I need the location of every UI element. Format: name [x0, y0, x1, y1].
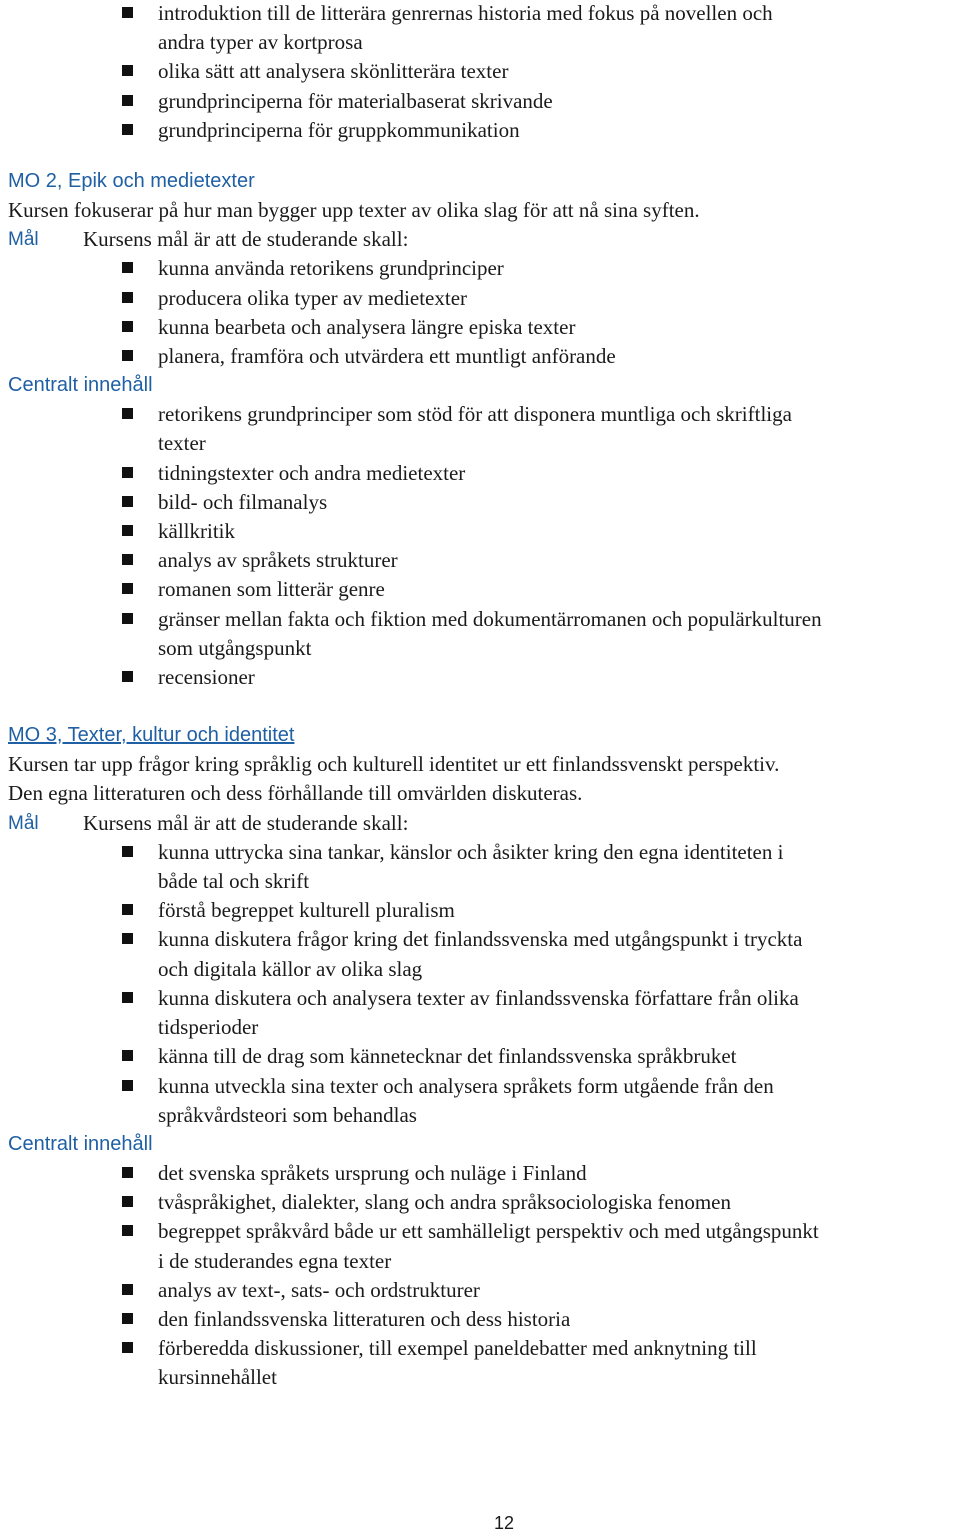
mo2-goal-row — [0, 225, 960, 254]
mo3-goal-label: Mål — [8, 812, 39, 834]
list-item-continuation: både tal och skrift — [158, 869, 310, 894]
square-bullet-icon — [122, 1313, 133, 1324]
list-item-continuation: texter — [158, 431, 206, 456]
square-bullet-icon — [122, 7, 133, 18]
list-item-continuation: i de studerandes egna texter — [158, 1248, 392, 1273]
square-bullet-icon — [122, 321, 133, 332]
square-bullet-icon — [122, 613, 133, 624]
square-bullet-icon — [122, 1167, 133, 1178]
list-item-continuation: tidsperioder — [158, 1015, 259, 1040]
list-item: romanen som litterär genre — [0, 575, 960, 604]
list-item: gränser mellan fakta och fiktion med dokumentärromanen och populärkulturen — [0, 605, 960, 634]
list-item-continuation: andra typer av kortprosa — [158, 30, 363, 55]
square-bullet-icon — [122, 992, 133, 1003]
list-item: känna till de drag som kännetecknar det finlandssvenska språkbruket — [0, 1042, 960, 1071]
mo2-goal-list — [0, 254, 960, 371]
mo2-goal-text: Kursens mål är att de studerande skall: — [83, 227, 409, 252]
list-item: kunna utveckla sina texter och analysera språkets form utgående från den — [0, 1072, 960, 1101]
square-bullet-icon — [122, 124, 133, 135]
list-item-continuation: och digitala källor av olika slag — [158, 956, 423, 981]
list-item: planera, framföra och utvärdera ett muntligt anförande — [0, 342, 960, 371]
square-bullet-icon — [122, 95, 133, 106]
mo2-goal-label: Mål — [8, 229, 39, 251]
list-item: kunna använda retorikens grundprinciper — [0, 254, 960, 283]
square-bullet-icon — [122, 350, 133, 361]
square-bullet-icon — [122, 933, 133, 944]
square-bullet-icon — [122, 496, 133, 507]
mo2-heading: MO 2, Epik och medietexter — [8, 170, 255, 193]
spacer — [0, 145, 960, 167]
mo2-content-heading: Centralt innehåll — [8, 374, 153, 397]
top-bullet-list — [0, 0, 960, 145]
square-bullet-icon — [122, 65, 133, 76]
list-item: analys av språkets strukturer — [0, 546, 960, 575]
list-item-continuation: som utgångspunkt — [158, 635, 312, 660]
square-bullet-icon — [122, 1342, 133, 1353]
mo3-content-heading: Centralt innehåll — [8, 1132, 153, 1155]
list-item: grundprinciperna för gruppkommunikation — [0, 116, 960, 145]
list-item: kunna diskutera och analysera texter av finlandssvenska författare från olika — [0, 984, 960, 1013]
square-bullet-icon — [122, 1080, 133, 1091]
mo3-goal-text: Kursens mål är att de studerande skall: — [83, 810, 409, 835]
list-item: recensioner — [0, 663, 960, 692]
square-bullet-icon — [122, 1196, 133, 1207]
list-item: bild- och filmanalys — [0, 488, 960, 517]
square-bullet-icon — [122, 525, 133, 536]
square-bullet-icon — [122, 846, 133, 857]
mo3-content-list — [0, 1159, 960, 1393]
list-item: producera olika typer av medietexter — [0, 284, 960, 313]
mo3-goal-row — [0, 809, 960, 838]
list-item: kunna uttrycka sina tankar, känslor och åsikter kring den egna identiteten i — [0, 838, 960, 867]
list-item: retorikens grundprinciper som stöd för att disponera muntliga och skriftliga — [0, 400, 960, 429]
mo3-heading: MO 3, Texter, kultur och identitet — [8, 724, 295, 747]
mo3-intro-line: Den egna litteraturen och dess förhållande till omvärlden diskuteras. — [8, 781, 583, 806]
list-item: analys av text-, sats- och ordstrukturer — [0, 1276, 960, 1305]
list-item: tvåspråkighet, dialekter, slang och andra språksociologiska fenomen — [0, 1188, 960, 1217]
square-bullet-icon — [122, 671, 133, 682]
square-bullet-icon — [122, 292, 133, 303]
list-item: den finlandssvenska litteraturen och dess historia — [0, 1305, 960, 1334]
page-number: 12 — [493, 1513, 515, 1533]
square-bullet-icon — [122, 1284, 133, 1295]
list-item-continuation: kursinnehållet — [158, 1365, 277, 1390]
square-bullet-icon — [122, 1050, 133, 1061]
list-item: introduktion till de litterära genrernas historia med fokus på novellen och — [0, 0, 960, 28]
list-item: grundprinciperna för materialbaserat skrivande — [0, 87, 960, 116]
list-item: kunna diskutera frågor kring det finlandssvenska med utgångspunkt i tryckta — [0, 925, 960, 954]
spacer — [0, 692, 960, 721]
list-item: kunna bearbeta och analysera längre episka texter — [0, 313, 960, 342]
square-bullet-icon — [122, 904, 133, 915]
mo2-content-list — [0, 400, 960, 692]
list-item: det svenska språkets ursprung och nuläge i Finland — [0, 1159, 960, 1188]
list-item: tidningstexter och andra medietexter — [0, 459, 960, 488]
square-bullet-icon — [122, 554, 133, 565]
list-item: förberedda diskussioner, till exempel paneldebatter med anknytning till — [0, 1334, 960, 1363]
square-bullet-icon — [122, 408, 133, 419]
mo2-intro: Kursen fokuserar på hur man bygger upp texter av olika slag för att nå sina syften. — [8, 198, 700, 223]
square-bullet-icon — [122, 467, 133, 478]
list-item: förstå begreppet kulturell pluralism — [0, 896, 960, 925]
list-item: begreppet språkvård både ur ett samhälleligt perspektiv och med utgångspunkt — [0, 1217, 960, 1246]
square-bullet-icon — [122, 583, 133, 594]
list-item: olika sätt att analysera skönlitterära texter — [0, 57, 960, 86]
list-item-continuation: språkvårdsteori som behandlas — [158, 1102, 417, 1127]
mo3-intro-line: Kursen tar upp frågor kring språklig och kulturell identitet ur ett finlandssvenskt perspektiv. — [8, 752, 780, 777]
square-bullet-icon — [122, 262, 133, 273]
square-bullet-icon — [122, 1225, 133, 1236]
list-item: källkritik — [0, 517, 960, 546]
mo3-goal-list — [0, 838, 960, 1130]
